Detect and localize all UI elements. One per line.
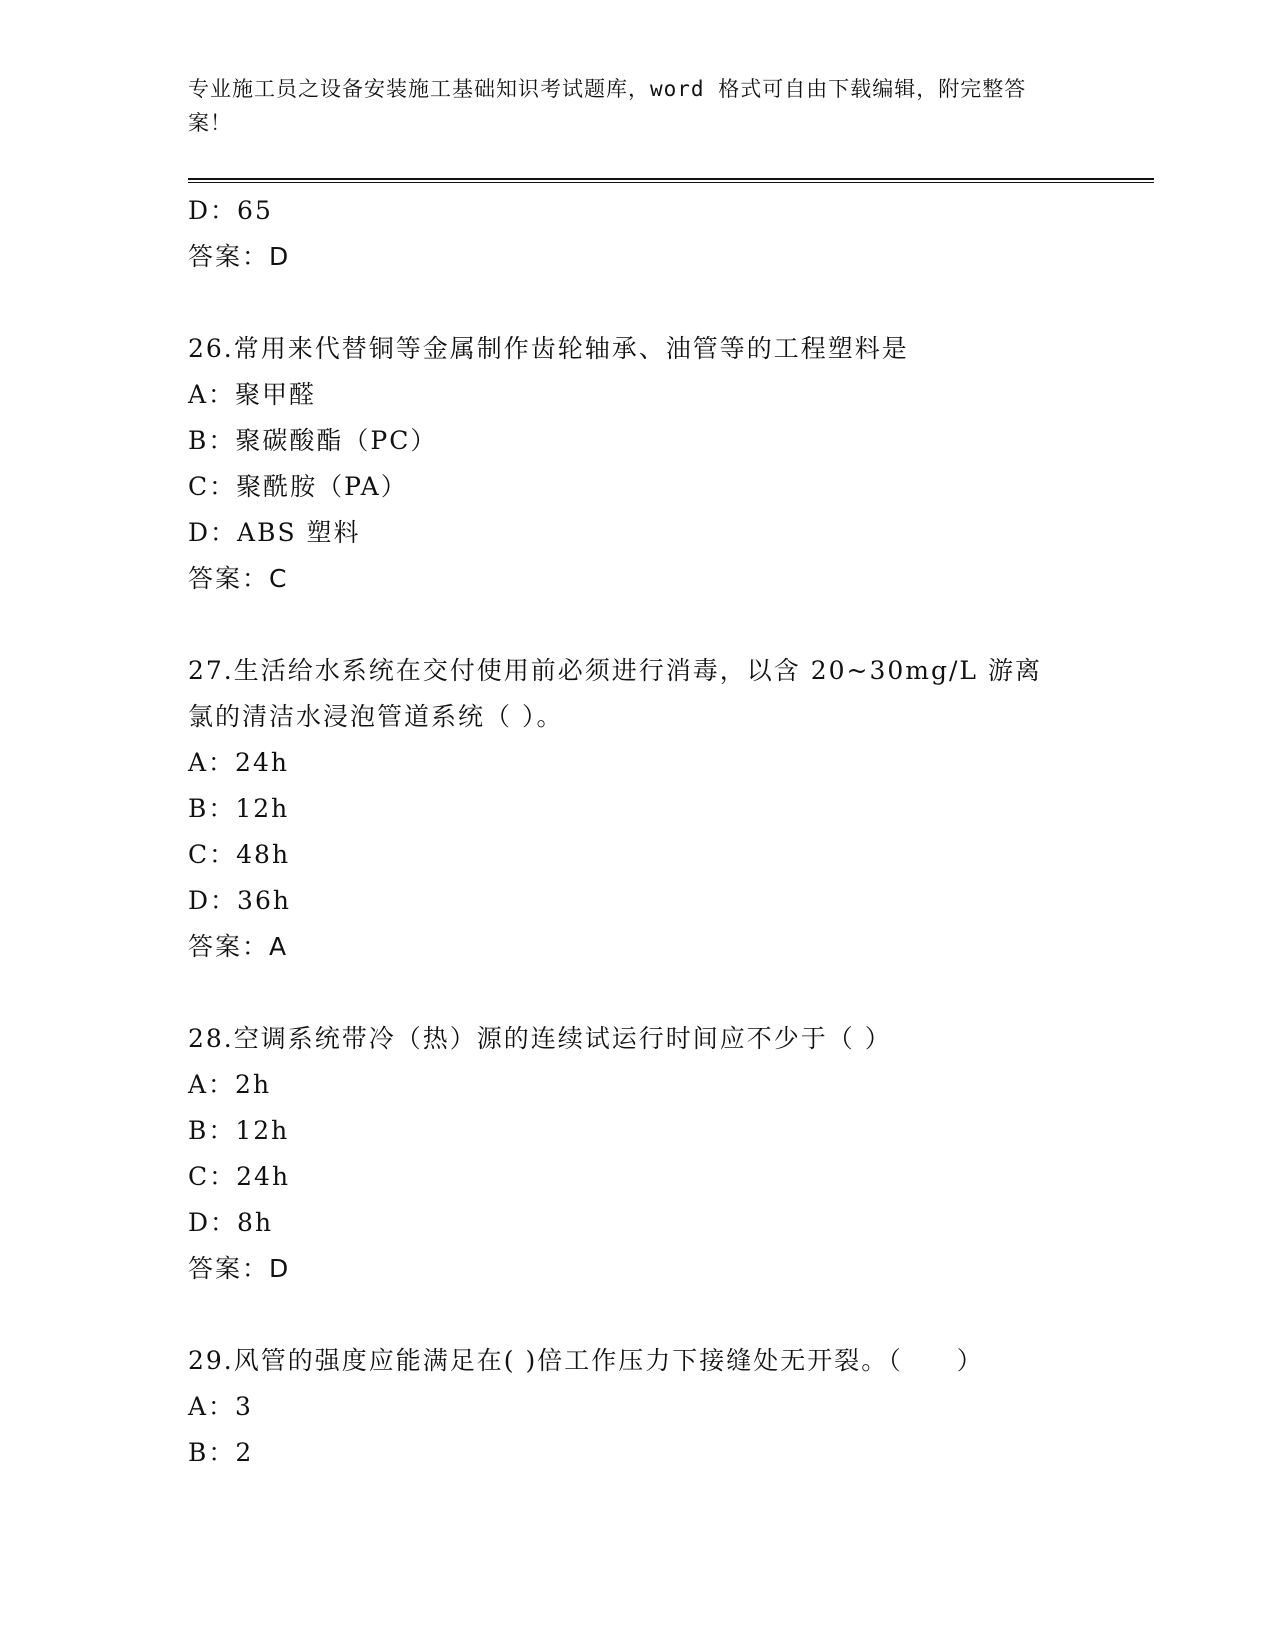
answer-line: 答案：C	[188, 564, 289, 593]
header-divider	[188, 178, 1154, 180]
carryover-option-d: D：65	[188, 196, 273, 225]
option-b: B：12h	[188, 794, 290, 823]
spacer	[188, 602, 1088, 648]
answer-line: 答案：A	[188, 932, 289, 961]
option-d: D：8h	[188, 1208, 274, 1237]
carryover-answer: 答案：D	[188, 242, 291, 271]
option-d: D：ABS 塑料	[188, 518, 361, 547]
question-27	[188, 648, 1088, 970]
option-a: A：24h	[188, 748, 289, 777]
option-d: D：36h	[188, 886, 291, 915]
spacer	[188, 1292, 1088, 1338]
option-c: C：聚酰胺（PA）	[188, 472, 408, 501]
option-c: C：48h	[188, 840, 291, 869]
spacer	[188, 280, 1088, 326]
option-c: C：24h	[188, 1162, 291, 1191]
option-b: B：12h	[188, 1116, 290, 1145]
question-29	[188, 1338, 1088, 1476]
document-body	[188, 188, 1088, 1476]
option-a: A：2h	[188, 1070, 272, 1099]
question-26	[188, 326, 1088, 602]
option-b: B：聚碳酸酯（PC）	[188, 426, 438, 455]
spacer	[188, 970, 1088, 1016]
question-stem: 27.生活给水系统在交付使用前必须进行消毒，以含 20~30mg/L 游离氯的清洁水浸泡管道系统（ ）。	[188, 656, 1042, 731]
page-header: 专业施工员之设备安装施工基础知识考试题库，word 格式可自由下载编辑，附完整答案！	[188, 77, 1027, 135]
header-divider-thin	[188, 182, 1154, 183]
option-b: B：2	[188, 1438, 254, 1467]
question-stem: 26.常用来代替铜等金属制作齿轮轴承、油管等的工程塑料是	[188, 334, 909, 363]
question-stem: 29.风管的强度应能满足在( )倍工作压力下接缝处无开裂。（ ）	[188, 1346, 984, 1375]
question-28	[188, 1016, 1088, 1292]
option-a: A：3	[188, 1392, 253, 1421]
question-stem: 28.空调系统带冷（热）源的连续试运行时间应不少于（ ）	[188, 1024, 892, 1053]
answer-line: 答案：D	[188, 1254, 291, 1283]
option-a: A：聚甲醛	[188, 380, 317, 409]
